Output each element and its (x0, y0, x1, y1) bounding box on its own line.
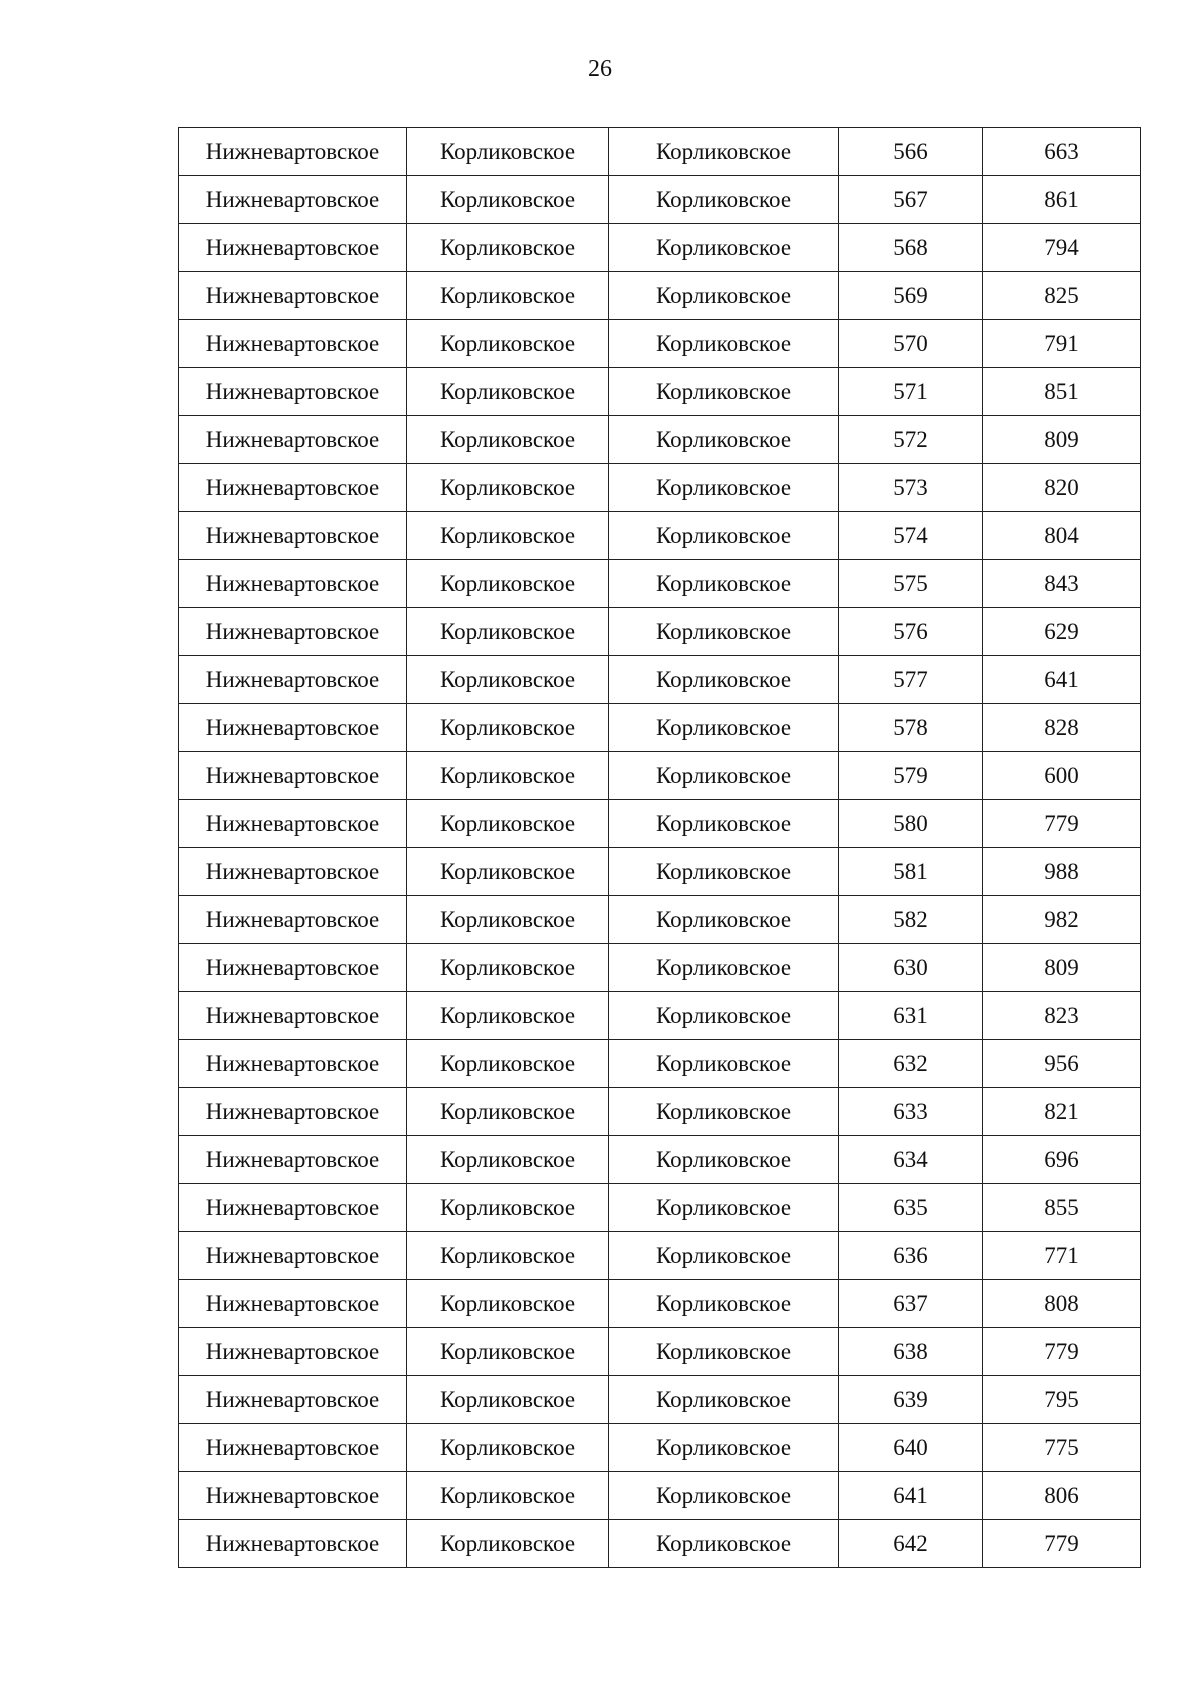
cell-number: 574 (839, 512, 983, 560)
table-row (179, 272, 1141, 320)
cell-deposit: Корликовское (609, 512, 839, 560)
cell-district: Нижневартовское (179, 128, 407, 176)
cell-field: Корликовское (407, 1520, 609, 1568)
table-row (179, 1088, 1141, 1136)
cell-number: 581 (839, 848, 983, 896)
cell-district: Нижневартовское (179, 560, 407, 608)
cell-district: Нижневартовское (179, 1280, 407, 1328)
cell-field: Корликовское (407, 560, 609, 608)
cell-deposit: Корликовское (609, 368, 839, 416)
table-row (179, 224, 1141, 272)
cell-district: Нижневартовское (179, 272, 407, 320)
cell-district: Нижневартовское (179, 608, 407, 656)
cell-district: Нижневартовское (179, 1520, 407, 1568)
cell-value: 809 (983, 416, 1141, 464)
cell-field: Корликовское (407, 368, 609, 416)
cell-number: 576 (839, 608, 983, 656)
cell-value: 855 (983, 1184, 1141, 1232)
cell-value: 663 (983, 128, 1141, 176)
cell-district: Нижневартовское (179, 656, 407, 704)
cell-number: 633 (839, 1088, 983, 1136)
cell-field: Корликовское (407, 992, 609, 1040)
cell-value: 843 (983, 560, 1141, 608)
cell-number: 637 (839, 1280, 983, 1328)
cell-number: 641 (839, 1472, 983, 1520)
cell-number: 634 (839, 1136, 983, 1184)
cell-deposit: Корликовское (609, 416, 839, 464)
table-row (179, 848, 1141, 896)
cell-field: Корликовское (407, 416, 609, 464)
table-row (179, 560, 1141, 608)
table-row (179, 416, 1141, 464)
cell-district: Нижневартовское (179, 416, 407, 464)
cell-field: Корликовское (407, 896, 609, 944)
cell-value: 771 (983, 1232, 1141, 1280)
cell-number: 575 (839, 560, 983, 608)
cell-number: 572 (839, 416, 983, 464)
cell-field: Корликовское (407, 512, 609, 560)
cell-field: Корликовское (407, 1088, 609, 1136)
cell-district: Нижневартовское (179, 320, 407, 368)
cell-number: 639 (839, 1376, 983, 1424)
cell-number: 578 (839, 704, 983, 752)
cell-value: 794 (983, 224, 1141, 272)
cell-field: Корликовское (407, 848, 609, 896)
cell-district: Нижневартовское (179, 800, 407, 848)
cell-district: Нижневартовское (179, 176, 407, 224)
cell-district: Нижневартовское (179, 512, 407, 560)
cell-district: Нижневартовское (179, 848, 407, 896)
cell-value: 820 (983, 464, 1141, 512)
cell-field: Корликовское (407, 752, 609, 800)
cell-deposit: Корликовское (609, 1472, 839, 1520)
cell-number: 630 (839, 944, 983, 992)
table-row (179, 704, 1141, 752)
table-row (179, 320, 1141, 368)
cell-deposit: Корликовское (609, 848, 839, 896)
cell-field: Корликовское (407, 1136, 609, 1184)
cell-number: 632 (839, 1040, 983, 1088)
cell-value: 629 (983, 608, 1141, 656)
cell-number: 570 (839, 320, 983, 368)
cell-deposit: Корликовское (609, 176, 839, 224)
cell-district: Нижневартовское (179, 1472, 407, 1520)
cell-number: 567 (839, 176, 983, 224)
cell-district: Нижневартовское (179, 1040, 407, 1088)
cell-district: Нижневартовское (179, 464, 407, 512)
table-row (179, 1184, 1141, 1232)
cell-field: Корликовское (407, 272, 609, 320)
cell-number: 579 (839, 752, 983, 800)
cell-field: Корликовское (407, 704, 609, 752)
table-row (179, 128, 1141, 176)
cell-field: Корликовское (407, 1472, 609, 1520)
cell-value: 779 (983, 800, 1141, 848)
cell-district: Нижневартовское (179, 1328, 407, 1376)
table-row (179, 800, 1141, 848)
page-number: 26 (588, 56, 612, 82)
table-row (179, 1136, 1141, 1184)
table-row (179, 992, 1141, 1040)
cell-number: 582 (839, 896, 983, 944)
cell-deposit: Корликовское (609, 1136, 839, 1184)
table-row (179, 1232, 1141, 1280)
registry-table (178, 127, 1141, 1568)
cell-deposit: Корликовское (609, 896, 839, 944)
table-row (179, 1376, 1141, 1424)
cell-deposit: Корликовское (609, 272, 839, 320)
table-row (179, 1040, 1141, 1088)
cell-number: 642 (839, 1520, 983, 1568)
cell-district: Нижневартовское (179, 752, 407, 800)
cell-value: 851 (983, 368, 1141, 416)
table-row (179, 896, 1141, 944)
cell-value: 641 (983, 656, 1141, 704)
cell-value: 779 (983, 1328, 1141, 1376)
cell-deposit: Корликовское (609, 1520, 839, 1568)
cell-deposit: Корликовское (609, 1328, 839, 1376)
cell-value: 825 (983, 272, 1141, 320)
cell-field: Корликовское (407, 176, 609, 224)
cell-deposit: Корликовское (609, 560, 839, 608)
cell-value: 809 (983, 944, 1141, 992)
cell-deposit: Корликовское (609, 1088, 839, 1136)
cell-district: Нижневартовское (179, 1184, 407, 1232)
cell-district: Нижневартовское (179, 368, 407, 416)
cell-number: 568 (839, 224, 983, 272)
cell-number: 640 (839, 1424, 983, 1472)
table-row (179, 1328, 1141, 1376)
cell-field: Корликовское (407, 1184, 609, 1232)
table-row (179, 1520, 1141, 1568)
cell-district: Нижневартовское (179, 992, 407, 1040)
cell-deposit: Корликовское (609, 1184, 839, 1232)
cell-deposit: Корликовское (609, 1232, 839, 1280)
cell-deposit: Корликовское (609, 656, 839, 704)
cell-field: Корликовское (407, 1424, 609, 1472)
cell-deposit: Корликовское (609, 464, 839, 512)
cell-value: 775 (983, 1424, 1141, 1472)
cell-district: Нижневартовское (179, 1424, 407, 1472)
cell-number: 631 (839, 992, 983, 1040)
cell-value: 791 (983, 320, 1141, 368)
cell-field: Корликовское (407, 224, 609, 272)
cell-field: Корликовское (407, 1040, 609, 1088)
cell-number: 569 (839, 272, 983, 320)
cell-deposit: Корликовское (609, 752, 839, 800)
table-row (179, 176, 1141, 224)
cell-value: 795 (983, 1376, 1141, 1424)
table-row (179, 608, 1141, 656)
cell-value: 779 (983, 1520, 1141, 1568)
cell-district: Нижневартовское (179, 944, 407, 992)
cell-deposit: Корликовское (609, 1280, 839, 1328)
cell-value: 806 (983, 1472, 1141, 1520)
cell-value: 808 (983, 1280, 1141, 1328)
table-row (179, 752, 1141, 800)
cell-field: Корликовское (407, 1328, 609, 1376)
cell-number: 573 (839, 464, 983, 512)
cell-number: 638 (839, 1328, 983, 1376)
cell-value: 821 (983, 1088, 1141, 1136)
table-row (179, 944, 1141, 992)
cell-district: Нижневартовское (179, 1376, 407, 1424)
cell-district: Нижневартовское (179, 1232, 407, 1280)
cell-district: Нижневартовское (179, 896, 407, 944)
cell-field: Корликовское (407, 1232, 609, 1280)
cell-deposit: Корликовское (609, 1424, 839, 1472)
cell-field: Корликовское (407, 656, 609, 704)
cell-value: 828 (983, 704, 1141, 752)
cell-deposit: Корликовское (609, 608, 839, 656)
cell-deposit: Корликовское (609, 944, 839, 992)
cell-value: 861 (983, 176, 1141, 224)
cell-district: Нижневартовское (179, 704, 407, 752)
table-row (179, 512, 1141, 560)
cell-deposit: Корликовское (609, 224, 839, 272)
cell-value: 804 (983, 512, 1141, 560)
cell-deposit: Корликовское (609, 1376, 839, 1424)
cell-field: Корликовское (407, 944, 609, 992)
cell-field: Корликовское (407, 320, 609, 368)
cell-value: 982 (983, 896, 1141, 944)
cell-field: Корликовское (407, 128, 609, 176)
table-row (179, 368, 1141, 416)
table-row (179, 1472, 1141, 1520)
cell-deposit: Корликовское (609, 800, 839, 848)
table-row (179, 464, 1141, 512)
cell-number: 580 (839, 800, 983, 848)
table-row (179, 1424, 1141, 1472)
cell-deposit: Корликовское (609, 992, 839, 1040)
cell-field: Корликовское (407, 608, 609, 656)
table-row (179, 656, 1141, 704)
table-row (179, 1280, 1141, 1328)
cell-district: Нижневартовское (179, 224, 407, 272)
cell-field: Корликовское (407, 1376, 609, 1424)
cell-value: 988 (983, 848, 1141, 896)
cell-number: 635 (839, 1184, 983, 1232)
cell-field: Корликовское (407, 464, 609, 512)
cell-number: 577 (839, 656, 983, 704)
cell-value: 823 (983, 992, 1141, 1040)
cell-field: Корликовское (407, 800, 609, 848)
cell-value: 696 (983, 1136, 1141, 1184)
cell-value: 600 (983, 752, 1141, 800)
table-body (179, 128, 1141, 1568)
cell-district: Нижневартовское (179, 1136, 407, 1184)
cell-deposit: Корликовское (609, 320, 839, 368)
cell-field: Корликовское (407, 1280, 609, 1328)
cell-deposit: Корликовское (609, 128, 839, 176)
cell-number: 566 (839, 128, 983, 176)
cell-number: 571 (839, 368, 983, 416)
cell-value: 956 (983, 1040, 1141, 1088)
cell-district: Нижневартовское (179, 1088, 407, 1136)
cell-deposit: Корликовское (609, 1040, 839, 1088)
cell-deposit: Корликовское (609, 704, 839, 752)
cell-number: 636 (839, 1232, 983, 1280)
